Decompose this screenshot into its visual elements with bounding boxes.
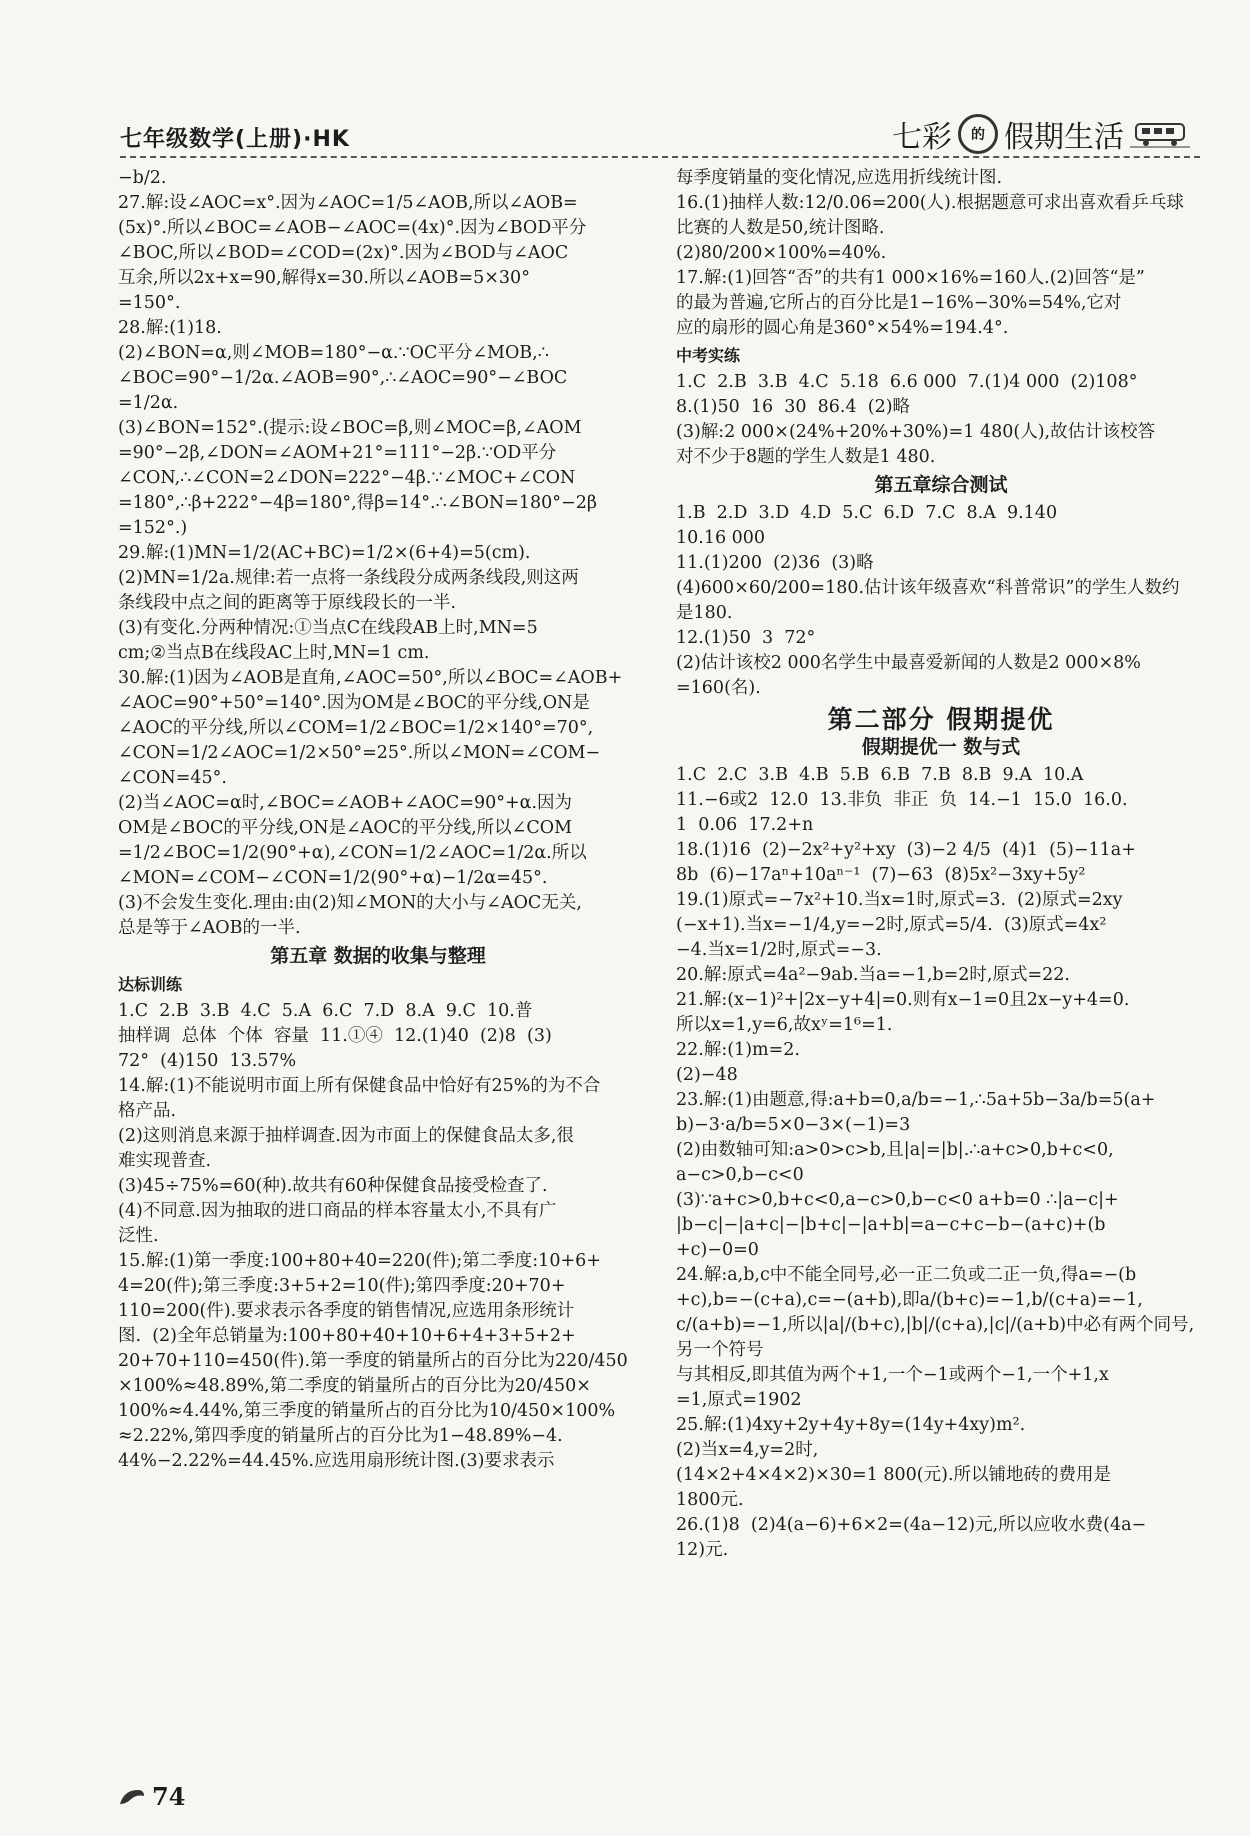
page-number: 74: [152, 1782, 186, 1811]
answer-line: 的最为普遍,它所占的百分比是1−16%−30%=54%,它对: [676, 293, 1122, 313]
answer-line: 27.解:设∠AOC=x°.因为∠AOC=1/5∠AOB,所以∠AOB=: [118, 193, 578, 213]
answer-line: (2)这则消息来源于抽样调查.因为市面上的保健食品太多,很: [118, 1126, 574, 1146]
answer-line: (−x+1).当x=−1/4,y=−2时,原式=5/4. (3)原式=4x²: [676, 915, 1107, 935]
answer-line: ∠BOC,所以∠BOD=∠COD=(2x)°.因为∠BOD与∠AOC: [118, 243, 569, 263]
answer-line: (2)当∠AOC=α时,∠BOC=∠AOB+∠AOC=90°+α.因为: [118, 793, 573, 813]
answer-line: ∠MON=∠COM−∠CON=1/2(90°+α)−1/2α=45°.: [118, 868, 548, 888]
answer-line: 100%≈4.44%,第三季度的销量所占的百分比为10/450×100%: [118, 1401, 616, 1421]
series-title-a: 七彩: [892, 120, 952, 155]
answer-line: +c)−0=0: [676, 1240, 759, 1260]
answer-line: (3)解:2 000×(24%+20%+30%)=1 480(人),故估计该校答: [676, 422, 1156, 442]
answer-line: 17.解:(1)回答“否”的共有1 000×16%=160人.(2)回答“是”: [676, 268, 1145, 288]
answer-line: (4)不同意.因为抽取的进口商品的样本容量太小,不具有广: [118, 1201, 557, 1221]
answer-line: 110=200(件).要求表示各季度的销售情况,应选用条形统计: [118, 1301, 575, 1321]
answer-line: =160(名).: [676, 678, 761, 698]
answer-line: 1.C 2.C 3.B 4.B 5.B 6.B 7.B 8.B 9.A 10.A: [676, 765, 1084, 785]
answer-line: (2)−48: [676, 1065, 738, 1085]
answer-line: 8b (6)−17aⁿ+10aⁿ⁻¹ (7)−63 (8)5x²−3xy+5y²: [676, 865, 1086, 885]
answer-line: 应的扇形的圆心角是360°×54%=194.4°.: [676, 318, 1009, 338]
page-header: [120, 112, 1200, 162]
answer-line: −b/2.: [118, 168, 167, 188]
part2-title: 第二部分 假期提优: [827, 705, 1055, 734]
answer-line: (5x)°.所以∠BOC=∠AOB−∠AOC=(4x)°.因为∠BOD平分: [118, 218, 587, 238]
answer-line: 4=20(件);第三季度:3+5+2=10(件);第四季度:20+70+: [118, 1276, 566, 1296]
answer-line: 29.解:(1)MN=1/2(AC+BC)=1/2×(6+4)=5(cm).: [118, 543, 531, 563]
tiyou1-title: 假期提优一 数与式: [861, 736, 1021, 758]
answer-line: b)−3·a/b=5×0−3×(−1)=3: [676, 1115, 911, 1135]
answer-line: 12)元.: [676, 1540, 729, 1560]
chapter5-test-title: 第五章综合测试: [874, 474, 1008, 496]
answer-line: 条线段中点之间的距离等于原线段长的一半.: [118, 593, 457, 613]
answer-line: 11.(1)200 (2)36 (3)略: [676, 553, 874, 573]
book-title: 七年级数学(上册)·HK: [120, 127, 350, 152]
answer-line: (2)80/200×100%=40%.: [676, 243, 887, 263]
answer-line: 对不少于8题的学生人数是1 480.: [676, 447, 936, 467]
answer-line: ∠CON=1/2∠AOC=1/2×50°=25°.所以∠MON=∠COM−: [118, 743, 601, 763]
answer-line: 1800元.: [676, 1490, 744, 1510]
answer-line: 是180.: [676, 603, 733, 623]
answer-line: 1.B 2.D 3.D 4.D 5.C 6.D 7.C 8.A 9.140: [676, 503, 1058, 523]
series-title-b: 假期生活: [1004, 120, 1124, 155]
answer-line: 15.解:(1)第一季度:100+80+40=220(件);第二季度:10+6+: [118, 1251, 601, 1271]
answer-line: ≈2.22%,第四季度的销量所占的百分比为1−48.89%−4.: [118, 1426, 563, 1446]
leaf-icon: [118, 1786, 146, 1808]
answer-line: (3)∵a+c>0,b+c<0,a−c>0,b−c<0 a+b=0 ∴|a−c|+: [676, 1190, 1119, 1210]
answer-line: 20+70+110=450(件).第一季度的销量所占的百分比为220/450: [118, 1351, 628, 1371]
answer-line: =1,原式=1902: [676, 1390, 802, 1410]
answer-line: 12.(1)50 3 72°: [676, 628, 816, 648]
page-footer: [118, 1782, 185, 1811]
answer-line: (3)∠BON=152°.(提示:设∠BOC=β,则∠MOC=β,∠AOM: [118, 418, 582, 438]
answer-line: 19.(1)原式=−7x²+10.当x=1时,原式=3. (2)原式=2xy: [676, 890, 1123, 910]
zhongkao-heading: 中考实练: [676, 346, 741, 365]
answer-line: =152°.): [118, 518, 188, 538]
answer-line: −4.当x=1/2时,原式=−3.: [676, 940, 882, 960]
answer-line: 所以x=1,y=6,故xʸ=1⁶=1.: [676, 1015, 893, 1035]
answer-line: 18.(1)16 (2)−2x²+y²+xy (3)−2 4/5 (4)1 (5)−11a+: [676, 840, 1136, 860]
answer-line: 21.解:(x−1)²+|2x−y+4|=0.则有x−1=0且2x−y+4=0.: [676, 990, 1130, 1010]
answer-line: 16.(1)抽样人数:12/0.06=200(人).根据题意可求出喜欢看乒乓球: [676, 193, 1184, 213]
answer-line: 25.解:(1)4xy+2y+4y+8y=(14y+4xy)m².: [676, 1415, 1026, 1435]
answer-line: (2)由数轴可知:a>0>c>b,且|a|=|b|.∴a+c>0,b+c<0,: [676, 1140, 1114, 1160]
answer-line: 14.解:(1)不能说明市面上所有保健食品中恰好有25%的为不合: [118, 1076, 601, 1096]
answer-line: 28.解:(1)18.: [118, 318, 222, 338]
answer-line: 抽样调 总体 个体 容量 11.①④ 12.(1)40 (2)8 (3): [118, 1026, 552, 1046]
answer-line: ∠AOC=90°+50°=140°.因为OM是∠BOC的平分线,ON是: [118, 693, 590, 713]
left-column: [118, 166, 638, 1474]
logo-badge: 的: [958, 114, 998, 154]
answer-line: 比赛的人数是50,统计图略.: [676, 218, 885, 238]
answer-line: |b−c|−|a+c|−|b+c|−|a+b|=a−c+c−b−(a+c)+(b: [676, 1215, 1106, 1235]
answer-line: (3)有变化.分两种情况:①当点C在线段AB上时,MN=5: [118, 618, 538, 638]
answer-line: OM是∠BOC的平分线,ON是∠AOC的平分线,所以∠COM: [118, 818, 572, 838]
dabiao-heading: 达标训练: [118, 975, 183, 994]
answer-line: ∠CON=45°.: [118, 768, 227, 788]
answer-line: 泛性.: [118, 1226, 159, 1246]
answer-line: 24.解:a,b,c中不能全同号,必一正二负或二正一负,得a=−(b: [676, 1265, 1137, 1285]
answer-line: c/(a+b)=−1,所以|a|/(b+c),|b|/(c+a),|c|/(a+b)中必有两个同号,另一个符号: [676, 1315, 1195, 1360]
header-divider: [120, 156, 1200, 158]
answer-line: (2)MN=1/2a.规律:若一点将一条线段分成两条线段,则这两: [118, 568, 579, 588]
answer-line: 与其相反,即其值为两个+1,一个−1或两个−1,一个+1,x: [676, 1365, 1109, 1385]
answer-line: (2)当x=4,y=2时,: [676, 1440, 819, 1460]
answer-line: 22.解:(1)m=2.: [676, 1040, 800, 1060]
answer-line: =1/2α.: [118, 393, 179, 413]
answer-line: ∠BOC=90°−1/2α.∠AOB=90°,∴∠AOC=90°−∠BOC: [118, 368, 568, 388]
chapter5-title: 第五章 数据的收集与整理: [270, 945, 486, 967]
train-icon: [1130, 120, 1190, 148]
answer-line: 格产品.: [118, 1101, 177, 1121]
answer-line: 20.解:原式=4a²−9ab.当a=−1,b=2时,原式=22.: [676, 965, 1070, 985]
answer-line: 1 0.06 17.2+n: [676, 815, 814, 835]
answer-line: 图. (2)全年总销量为:100+80+40+10+6+4+3+5+2+: [118, 1326, 576, 1346]
answer-line: 每季度销量的变化情况,应选用折线统计图.: [676, 168, 1003, 188]
answer-line: (4)600×60/200=180.估计该年级喜欢“科普常识”的学生人数约: [676, 578, 1180, 598]
answer-line: (2)∠BON=α,则∠MOB=180°−α.∵OC平分∠MOB,∴: [118, 343, 549, 363]
answer-line: 44%−2.22%=44.45%.应选用扇形统计图.(3)要求表示: [118, 1451, 555, 1471]
answer-line: 10.16 000: [676, 528, 766, 548]
answer-line: a−c>0,b−c<0: [676, 1165, 804, 1185]
answer-line: =1/2∠BOC=1/2(90°+α),∠CON=1/2∠AOC=1/2α.所以: [118, 843, 587, 863]
answer-line: 23.解:(1)由题意,得:a+b=0,a/b=−1,∴5a+5b−3a/b=5(a+: [676, 1090, 1156, 1110]
answer-line: ×100%≈48.89%,第二季度的销量所占的百分比为20/450×: [118, 1376, 591, 1396]
answer-line: 72° (4)150 13.57%: [118, 1051, 297, 1071]
answer-line: 30.解:(1)因为∠AOB是直角,∠AOC=50°,所以∠BOC=∠AOB+: [118, 668, 623, 688]
answer-line: (3)45÷75%=60(种).故共有60种保健食品接受检查了.: [118, 1176, 548, 1196]
answer-line: =180°,∴β+222°−4β=180°,得β=14°.∴∠BON=180°−2β: [118, 493, 597, 513]
answer-line: 互余,所以2x+x=90,解得x=30.所以∠AOB=5×30°: [118, 268, 530, 288]
answer-line: ∠AOC的平分线,所以∠COM=1/2∠BOC=1/2×140°=70°,: [118, 718, 594, 738]
answer-line: =150°.: [118, 293, 181, 313]
answer-line: ∠CON,∴∠CON=2∠DON=222°−4β.∵∠MOC+∠CON: [118, 468, 576, 488]
answer-line: =90°−2β,∠DON=∠AOM+21°=111°−2β.∵OD平分: [118, 443, 557, 463]
answer-line: +c),b=−(c+a),c=−(a+b),即a/(b+c)=−1,b/(c+a)=−1,: [676, 1290, 1143, 1310]
answer-line: (14×2+4×4×2)×30=1 800(元).所以铺地砖的费用是: [676, 1465, 1112, 1485]
answer-line: 11.−6或2 12.0 13.非负 非正 负 14.−1 15.0 16.0.: [676, 790, 1128, 810]
answer-line: 总是等于∠AOB的一半.: [118, 918, 301, 938]
answer-line: (3)不会发生变化.理由:由(2)知∠MON的大小与∠AOC无关,: [118, 893, 582, 913]
answer-line: 8.(1)50 16 30 86.4 (2)略: [676, 397, 911, 417]
series-title: [892, 112, 1190, 156]
answer-line: cm;②当点B在线段AC上时,MN=1 cm.: [118, 643, 430, 663]
answer-line: (2)估计该校2 000名学生中最喜爱新闻的人数是2 000×8%: [676, 653, 1141, 673]
answer-line: 1.C 2.B 3.B 4.C 5.18 6.6 000 7.(1)4 000 (2)108°: [676, 372, 1138, 392]
right-column: [676, 166, 1206, 1563]
answer-line: 1.C 2.B 3.B 4.C 5.A 6.C 7.D 8.A 9.C 10.普: [118, 1001, 533, 1021]
answer-line: 26.(1)8 (2)4(a−6)+6×2=(4a−12)元,所以应收水费(4a−: [676, 1515, 1147, 1535]
answer-line: 难实现普查.: [118, 1151, 212, 1171]
